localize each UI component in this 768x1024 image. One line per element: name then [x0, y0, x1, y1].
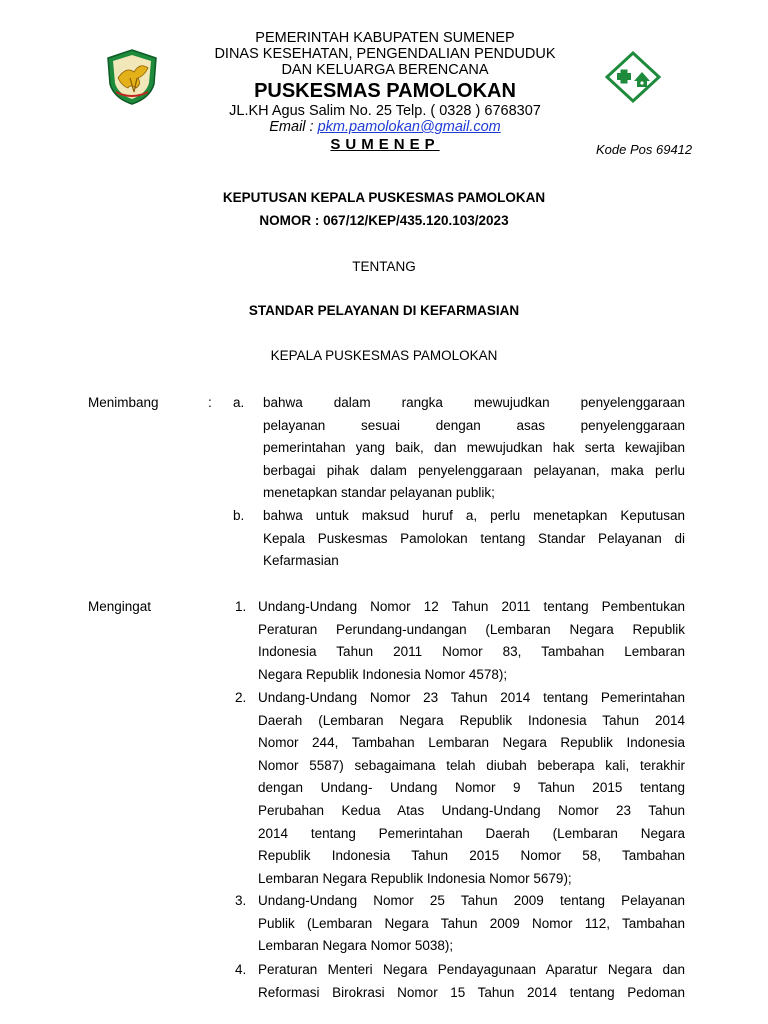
email-link[interactable]: pkm.pamolokan@gmail.com — [317, 119, 501, 135]
mengingat-item-3 — [258, 890, 685, 958]
text-line: 2014 tentang Pemerintahan Daerah (Lembaran Negara — [258, 825, 685, 841]
text-line: Lembaran Negara Nomor 5038); — [258, 938, 454, 954]
menimbang-item-a — [263, 392, 685, 505]
menimbang-colon: : — [208, 395, 212, 410]
menimbang-item-mark: b. — [233, 508, 245, 523]
letterhead-email-line — [180, 119, 590, 135]
letterhead — [180, 30, 590, 155]
mengingat-item-1 — [258, 596, 685, 686]
puskesmas-logo-icon — [604, 50, 662, 104]
text-line: menetapkan standar pelayanan publik; — [263, 485, 495, 501]
text-line: bahwa untuk maksud huruf a, perlu menetapkan Keputusan — [263, 508, 685, 523]
text-line: Reformasi Birokrasi Nomor 15 Tahun 2014 tentang Pedoman — [258, 984, 685, 1000]
text-line: pemerintahan yang baik, dan mewujudkan hak serta kewajiban — [263, 440, 685, 456]
decree-issuer: KEPALA PUSKESMAS PAMOLOKAN — [270, 348, 498, 363]
menimbang-label: Menimbang — [88, 395, 159, 410]
mengingat-item-4 — [258, 959, 685, 1004]
text-line: bahwa dalam rangka mewujudkan penyelenggaraan — [263, 395, 685, 410]
mengingat-item-mark: 1. — [235, 599, 247, 614]
text-line: berbagai pihak dalam penyelenggaraan pelayanan, maka perlu — [263, 462, 685, 478]
text-line: Kefarmasian — [263, 553, 339, 569]
mengingat-item-mark: 3. — [235, 893, 247, 908]
menimbang-item-b — [263, 505, 685, 573]
text-line: Nomor 244, Tambahan Lembaran Negara Republik Indonesia — [258, 735, 685, 751]
text-line: Kepala Puskesmas Pamolokan tentang Standar Pelayanan di — [263, 530, 685, 546]
postal-code: Kode Pos 69412 — [596, 142, 693, 157]
letterhead-dept-line: DINAS KESEHATAN, PENGENDALIAN PENDUDUK — [214, 46, 556, 62]
text-line: Nomor 5587) sebagaimana telah diubah beberapa kali, terakhir — [258, 757, 685, 773]
text-line: Undang-Undang Nomor 23 Tahun 2014 tentang Pemerintahan — [258, 690, 685, 705]
mengingat-item-2 — [258, 687, 685, 890]
text-line: Negara Republik Indonesia Nomor 4578); — [258, 666, 508, 682]
text-line: Daerah (Lembaran Negara Republik Indonesia Tahun 2014 — [258, 712, 685, 728]
letterhead-city: SUMENEP — [330, 136, 440, 153]
letterhead-institution-name: PUSKESMAS PAMOLOKAN — [254, 80, 516, 102]
letterhead-dept-line-2: DAN KELUARGA BERENCANA — [281, 62, 489, 78]
email-label: Email : — [269, 119, 318, 135]
mengingat-item-mark: 4. — [235, 962, 247, 977]
decree-subject: STANDAR PELAYANAN DI KEFARMASIAN — [248, 303, 520, 318]
letterhead-address: JL.KH Agus Salim No. 25 Telp. ( 0328 ) 6768307 — [229, 103, 541, 119]
text-line: Publik (Lembaran Negara Tahun 2009 Nomor 112, Tambahan — [258, 915, 685, 931]
text-line: Peraturan Menteri Negara Pendayagunaan Aparatur Negara dan — [258, 962, 685, 977]
text-line: Republik Indonesia Tahun 2015 Nomor 58, Tambahan — [258, 848, 685, 864]
text-line: dengan Undang- Undang Nomor 9 Tahun 2015 tentang — [258, 780, 685, 796]
text-line: Undang-Undang Nomor 12 Tahun 2011 tentang Pembentukan — [258, 599, 685, 614]
text-line: Peraturan Perundang-undangan (Lembaran Negara Republik — [258, 621, 685, 637]
mengingat-item-mark: 2. — [235, 690, 247, 705]
text-line: Indonesia Tahun 2011 Nomor 83, Tambahan Lembaran — [258, 644, 685, 660]
text-line: Undang-Undang Nomor 25 Tahun 2009 tentang Pelayanan — [258, 893, 685, 908]
sumenep-emblem-icon — [104, 48, 160, 106]
text-line: Lembaran Negara Republik Indonesia Nomor 5679); — [258, 870, 572, 886]
mengingat-label: Mengingat — [88, 599, 152, 614]
menimbang-item-mark: a. — [233, 395, 245, 410]
text-line: Perubahan Kedua Atas Undang-Undang Nomor 23 Tahun — [258, 802, 685, 818]
text-line: pelayanan sesuai dengan asas penyelenggaraan — [263, 417, 685, 433]
decree-tentang: TENTANG — [352, 259, 416, 274]
decree-number: NOMOR : 067/12/KEP/435.120.103/2023 — [259, 213, 509, 228]
decree-title: KEPUTUSAN KEPALA PUSKESMAS PAMOLOKAN — [222, 190, 546, 205]
letterhead-gov-line: PEMERINTAH KABUPATEN SUMENEP — [255, 30, 515, 46]
